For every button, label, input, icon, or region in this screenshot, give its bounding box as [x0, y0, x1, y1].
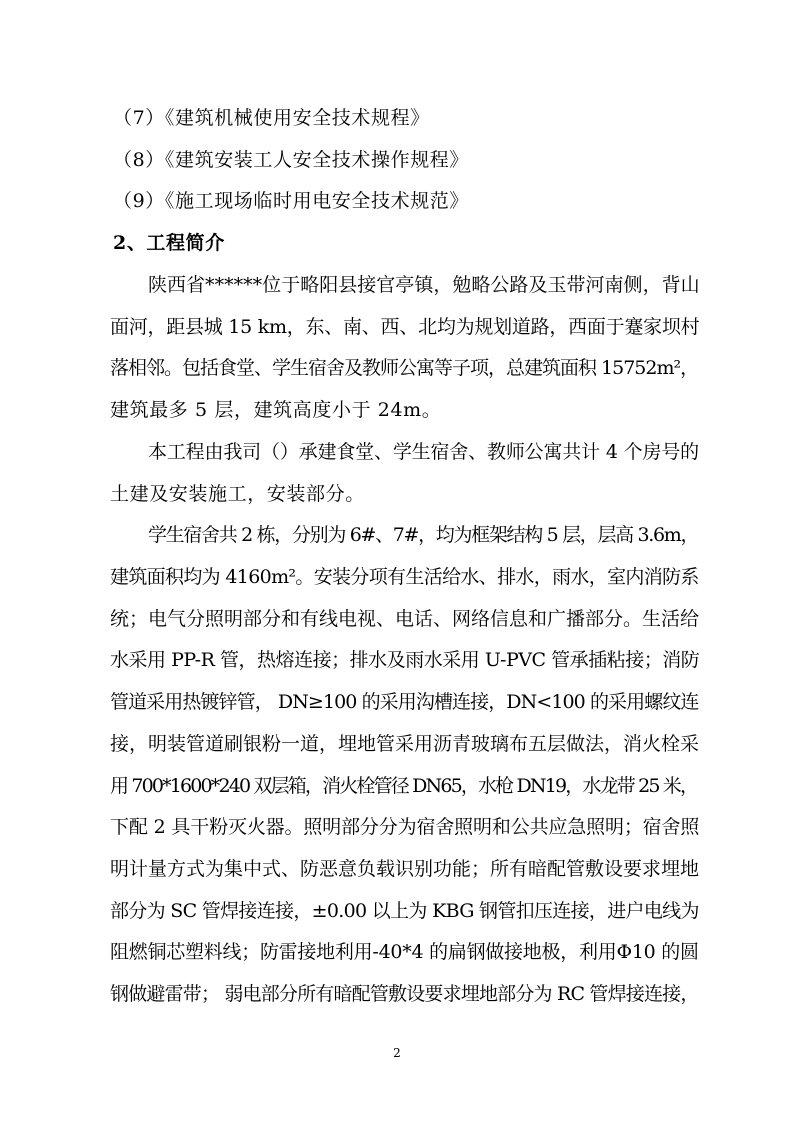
- reference-item-8: （8）《建筑安装工人安全技术操作规程》: [113, 149, 469, 171]
- reference-item-9: （9）《施工现场临时用电安全技术规范》: [113, 190, 469, 212]
- paragraph-line: 本工程由我司（）承建食堂、学生宿舍、教师公寓共计 4 个房号的: [148, 441, 700, 463]
- paragraph-line: 建筑面积均为 4160m²。安装分项有生活给水、排水，雨水，室内消防系: [110, 566, 699, 588]
- paragraph-line: 管道采用热镀锌管， DN≥100 的采用沟槽连接，DN<100 的采用螺纹连: [110, 691, 699, 713]
- paragraph-line: 下配 2 具干粉灭火器。照明部分分为宿舍照明和公共应急照明；宿舍照: [110, 816, 700, 838]
- paragraph-line: 阻燃铜芯塑料线；防雷接地利用-40*4 的扁钢做接地极，利用Φ10 的圆: [110, 941, 699, 963]
- paragraph-line: 水采用 PP-R 管，热熔连接；排水及雨水采用 U-PVC 管承插粘接；消防: [110, 649, 700, 671]
- paragraph-line: 用 700*1600*240 双层箱，消火栓管径 DN65，水枪 DN19，水龙带 25 米，: [110, 775, 698, 797]
- paragraph-line: 陕西省******位于略阳县接官亭镇，勉略公路及玉带河南侧，背山: [148, 274, 700, 296]
- paragraph-line: 落相邻。包括食堂、学生宿舍及教师公寓等子项，总建筑面积 15752m²，: [110, 357, 699, 379]
- paragraph-line: 明计量方式为集中式、防恶意负载识别功能；所有暗配管敷设要求埋地: [110, 858, 700, 880]
- paragraph-line: 建筑最多 5 层，建筑高度小于 24m。: [110, 399, 442, 421]
- section-heading: 2、工程简介: [113, 232, 225, 254]
- paragraph-line: 统；电气分照明部分和有线电视、电话、网络信息和广播部分。生活给: [110, 608, 700, 630]
- reference-item-7: （7）《建筑机械使用安全技术规程》: [113, 107, 430, 129]
- paragraph-line: 学生宿舍共 2 栋，分别为 6#、7#，均为框架结构 5 层，层高 3.6m，: [148, 524, 699, 546]
- paragraph-line: 接，明装管道刷银粉一道，埋地管采用沥青玻璃布五层做法，消火栓采: [110, 733, 700, 755]
- paragraph-line: 土建及安装施工，安装部分。: [110, 483, 365, 505]
- paragraph-line: 部分为 SC 管焊接连接，±0.00 以上为 KBG 钢管扣压连接，进户电线为: [110, 900, 699, 922]
- paragraph-line: 钢做避雷带； 弱电部分所有暗配管敷设要求埋地部分为 RC 管焊接连接，: [110, 983, 699, 1005]
- paragraph-line: 面河，距县城 15 km，东、南、西、北均为规划道路，西面于蹇家坝村: [110, 316, 700, 338]
- page-number: 2: [393, 1046, 401, 1060]
